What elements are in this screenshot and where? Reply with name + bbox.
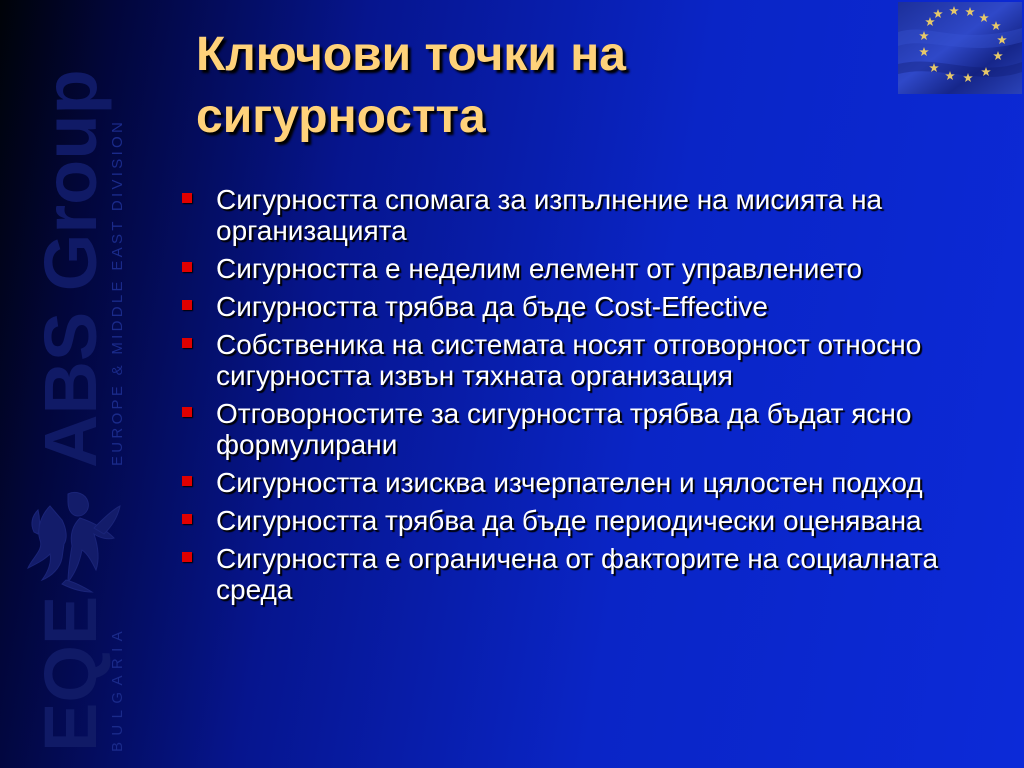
bullet-text: Сигурността е неделим елемент от управлението — [216, 253, 863, 284]
eu-flag-icon — [898, 2, 1022, 94]
bullet-item — [178, 505, 1008, 536]
bullet-item — [178, 184, 1008, 246]
bullet-item — [178, 398, 1008, 460]
branding-column — [0, 0, 140, 768]
square-bullet-icon — [182, 514, 192, 524]
bullet-item — [178, 291, 1008, 322]
square-bullet-icon — [182, 193, 192, 203]
bullet-text: Собственика на системата носят отговорност относно сигурността извън тяхната организация — [216, 329, 922, 391]
bullet-item — [178, 329, 1008, 391]
bullet-text: Отговорностите за сигурността трябва да бъдат ясно формулирани — [216, 398, 912, 460]
bullet-text: Сигурността трябва да бъде периодически оценявана — [216, 505, 922, 536]
square-bullet-icon — [182, 300, 192, 310]
slide-title: Ключови точки на сигурността — [196, 28, 626, 143]
eqe-figure-logo-icon — [22, 488, 126, 596]
square-bullet-icon — [182, 338, 192, 348]
bullet-list — [178, 184, 1008, 612]
bullet-text: Сигурността е ограничена от факторите на социалната среда — [216, 543, 939, 605]
logo-text: EQE — [29, 595, 112, 752]
bullet-text: Сигурността спомага за изпълнение на мисията на организацията — [216, 184, 883, 246]
square-bullet-icon — [182, 262, 192, 272]
square-bullet-icon — [182, 407, 192, 417]
company-name: ABS Group — [29, 69, 112, 468]
country-name: BULGARIA — [109, 624, 126, 752]
bullet-text: Сигурността изисква изчерпателен и цялостен подход — [216, 467, 923, 498]
square-bullet-icon — [182, 476, 192, 486]
bullet-text: Сигурността трябва да бъде Cost-Effective — [216, 291, 769, 322]
bullet-item — [178, 467, 1008, 498]
bullet-item — [178, 253, 1008, 284]
division-name: EUROPE & MIDDLE EAST DIVISION — [109, 118, 126, 466]
square-bullet-icon — [182, 552, 192, 562]
bullet-item — [178, 543, 1008, 605]
